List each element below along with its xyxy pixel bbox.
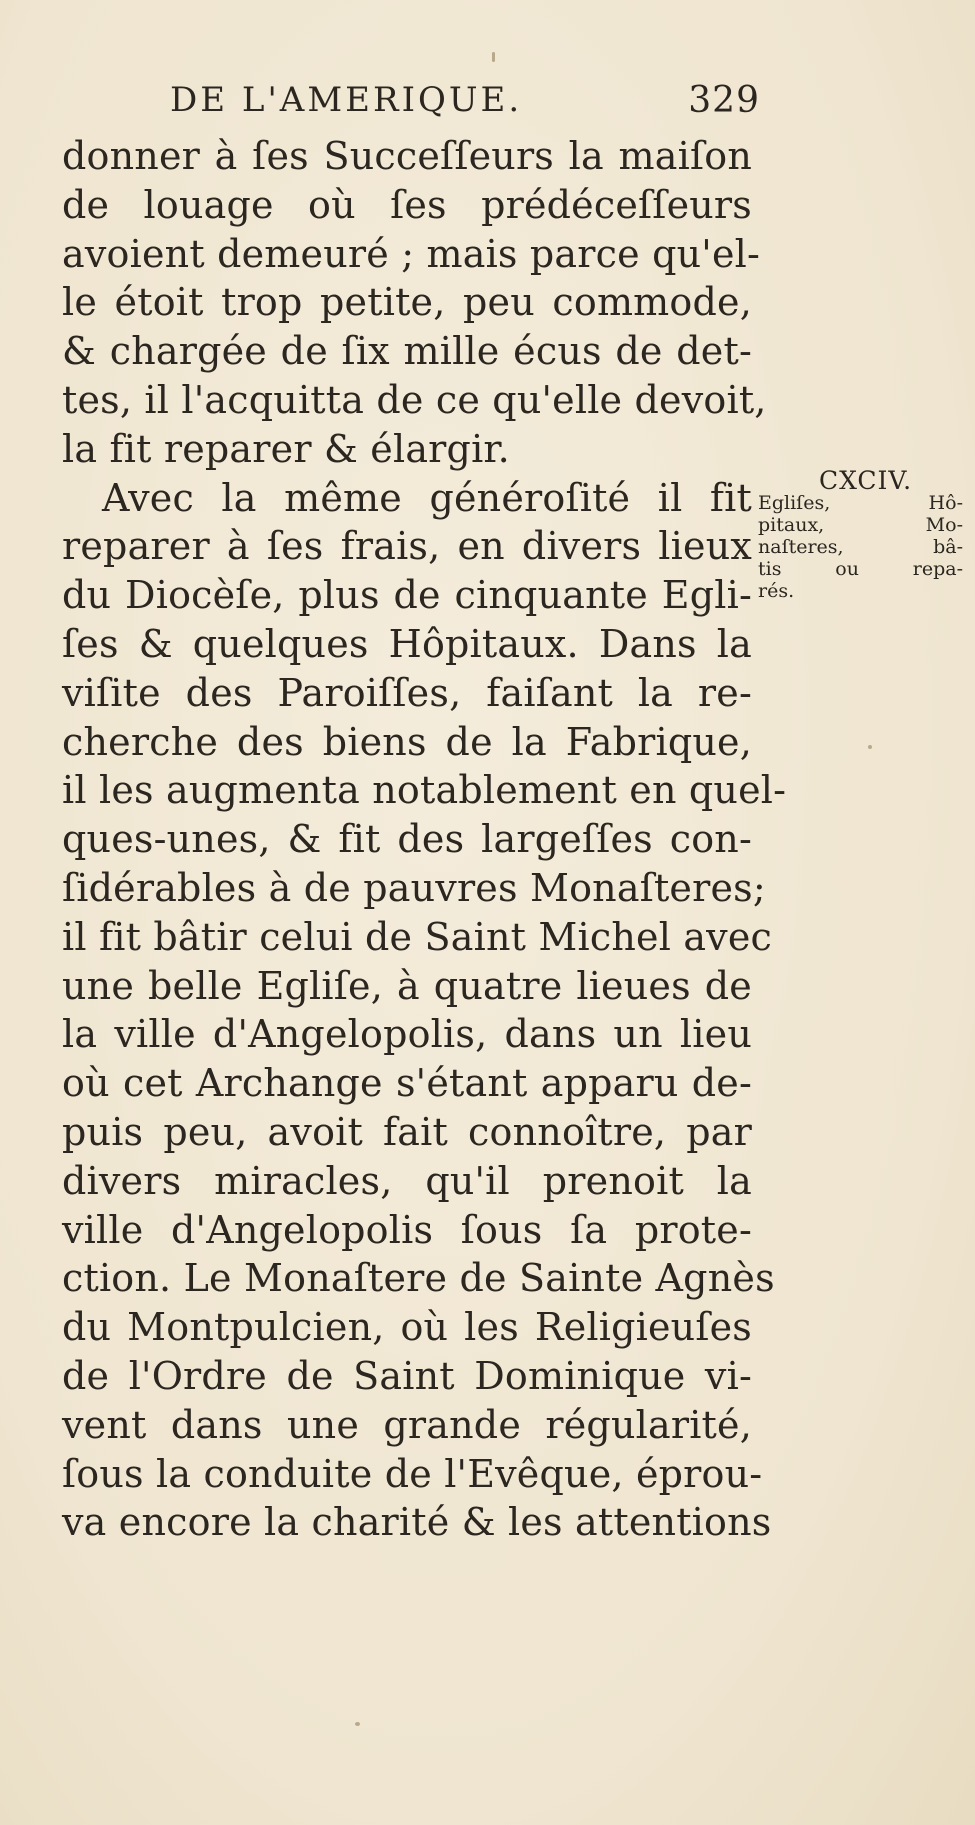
text-line: avoient demeuré ; mais parce qu'el- [62,231,761,276]
text-line: puis peu, avoit fait connoître, par [62,1109,752,1154]
text-line: ſidérables à de pauvres Monaſteres; [62,865,766,910]
margin-note [758,466,963,602]
text-line: ction. Le Monaſtere de Sainte Agnès [62,1256,775,1301]
page-number: 329 [688,80,760,121]
margin-note-line: Egliſes, Hô- [758,492,963,514]
text-line: viſite des Paroiſſes, faiſant la re- [62,670,752,715]
paper-speck [492,52,495,62]
text-line: reparer à ſes frais, en divers lieux [62,524,752,569]
paper-speck [355,1722,360,1726]
text-line: du Montpulcien, où les Religieuſes [62,1305,752,1350]
margin-note-heading: CXCIV. [818,466,913,495]
text-line: Avec la même généroſité il fit [102,475,752,520]
margin-note-line: naſteres, bâ- [758,536,963,558]
text-line: une belle Egliſe, à quatre lieues de [62,963,752,1008]
text-line: tes, il l'acquitta de ce qu'elle devoit, [62,377,767,422]
text-line: ques-unes, & fit des largeſſes con- [62,817,752,862]
text-line: le étoit trop petite, peu commode, [62,280,752,325]
text-line: de l'Ordre de Saint Dominique vi- [62,1353,752,1398]
text-line: va encore la charité & les attentions [62,1500,772,1545]
text-line: de louage où ſes prédéceſſeurs [62,182,752,227]
running-title: DE L'AMERIQUE. [170,80,523,120]
text-line: ſes & quelques Hôpitaux. Dans la [62,621,752,666]
margin-note-line: rés. [758,580,795,602]
text-line: du Diocèſe, plus de cinquante Egli- [62,573,752,618]
text-line: cherche des biens de la Fabrique, [62,719,752,764]
text-line: & chargée de ſix mille écus de det- [62,329,752,374]
paper-speck [868,745,872,749]
margin-note-line: pitaux, Mo- [758,514,963,536]
margin-note-line: tis ou repa- [758,558,963,580]
text-line: où cet Archange s'étant apparu de- [62,1061,752,1106]
text-line: divers miracles, qu'il prenoit la [62,1158,752,1203]
text-line: vent dans une grande régularité, [62,1402,752,1447]
text-line: il fit bâtir celui de Saint Michel avec [62,914,773,959]
text-line: la ville d'Angelopolis, dans un lieu [62,1012,752,1057]
text-line: ſous la conduite de l'Evêque, éprou- [62,1451,763,1496]
text-line: la fit reparer & élargir. [62,426,510,471]
text-line: ville d'Angelopolis ſous ſa prote- [62,1207,752,1252]
text-line: il les augmenta notablement en quel- [62,768,787,813]
text-line: donner à ſes Succeſſeurs la maiſon [62,134,752,178]
